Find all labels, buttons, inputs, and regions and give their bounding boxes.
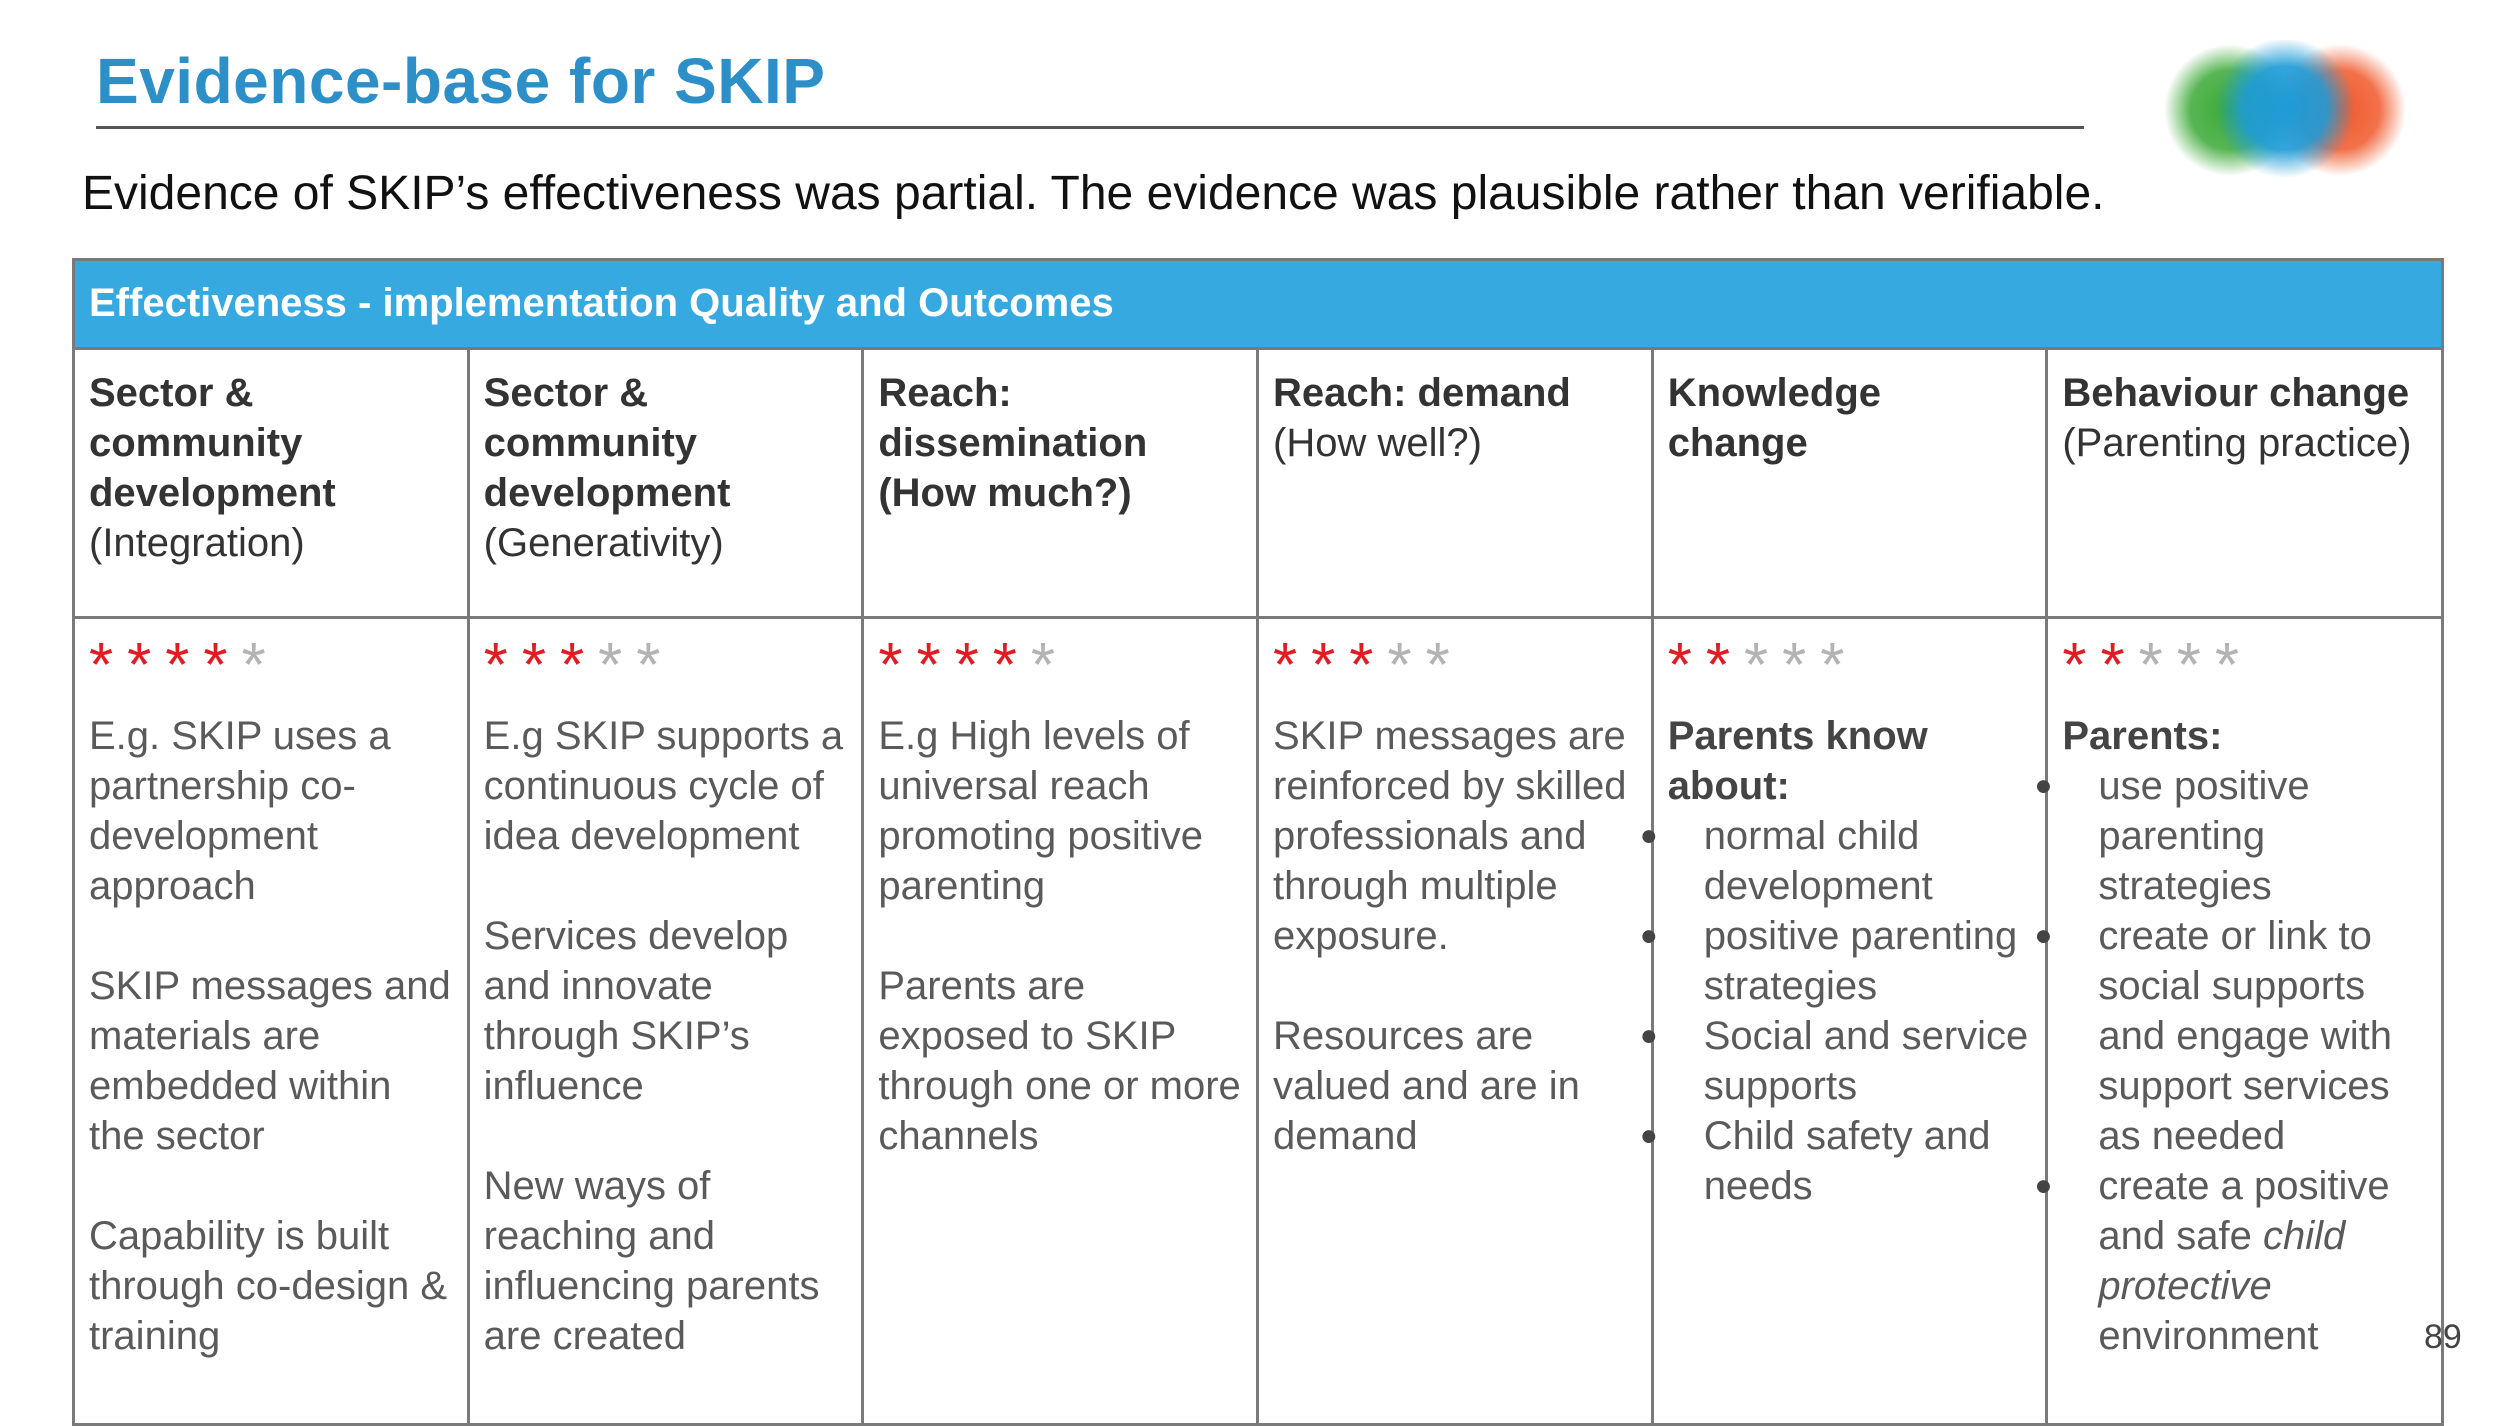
star-filled-icon: * — [1273, 631, 1312, 700]
star-rating — [1273, 631, 1637, 701]
column-heading-title: Knowledge change — [1667, 371, 1882, 465]
evidence-cell — [863, 618, 1258, 1425]
star-filled-icon: * — [1705, 631, 1744, 700]
column-heading-note: (Integration) — [89, 521, 305, 565]
page-title: Evidence-base for SKIP — [96, 45, 826, 117]
list-item — [2098, 1161, 2427, 1361]
star-filled-icon: * — [1311, 631, 1350, 700]
evidence-text: Resources are valued and are in demand — [1273, 1014, 1580, 1158]
star-filled-icon: * — [483, 631, 522, 700]
star-rating — [89, 631, 453, 701]
star-filled-icon: * — [165, 631, 204, 700]
star-filled-icon: * — [2062, 631, 2101, 700]
column-heading — [1258, 349, 1653, 618]
star-rating — [2062, 631, 2427, 701]
column-heading-title: Sector & community development — [483, 371, 731, 515]
evidence-lead: Parents know about: — [1667, 714, 1928, 808]
star-filled-icon: * — [954, 631, 993, 700]
column-heading — [863, 349, 1258, 618]
list-item: ● create or link to social supports and engage with support services as needed — [2098, 911, 2427, 1161]
list-item-text: create a positive and safe — [2098, 1164, 2390, 1258]
column-heading — [74, 349, 469, 618]
evidence-text: E.g High levels of universal reach promoting positive parenting — [878, 714, 1203, 908]
title-divider — [96, 126, 2084, 129]
star-empty-icon: * — [2214, 631, 2254, 700]
star-filled-icon: * — [203, 631, 242, 700]
star-empty-icon: * — [1030, 631, 1070, 700]
star-filled-icon: * — [1667, 631, 1706, 700]
evidence-cell — [2047, 618, 2443, 1425]
list-item-text: environment — [2098, 1314, 2319, 1358]
evidence-cell — [74, 618, 469, 1425]
star-filled-icon: * — [916, 631, 955, 700]
star-rating — [878, 631, 1242, 701]
star-rating — [484, 631, 848, 701]
star-filled-icon: * — [89, 631, 128, 700]
overlapping-circles-logo-icon — [2150, 40, 2420, 180]
star-empty-icon: * — [636, 631, 675, 700]
star-filled-icon: * — [992, 631, 1031, 700]
star-empty-icon: * — [2176, 631, 2215, 700]
star-filled-icon: * — [878, 631, 917, 700]
evidence-lead: Parents: — [2062, 714, 2223, 758]
summary-statement: Evidence of SKIP’s effectiveness was partial. The evidence was plausible rather than verifiable. — [82, 167, 2105, 220]
evidence-text: SKIP messages and materials are embedded within the sector — [89, 964, 451, 1158]
star-empty-icon: * — [1820, 631, 1859, 700]
list-item: ● use positive parenting strategies — [2098, 761, 2427, 911]
evidence-list — [2062, 761, 2427, 1361]
list-item: ● Social and service supports — [1704, 1011, 2032, 1111]
evidence-cell — [1258, 618, 1653, 1425]
star-rating — [1668, 631, 2032, 701]
star-empty-icon: * — [1743, 631, 1783, 700]
column-heading-title: Reach: demand — [1273, 371, 1571, 415]
list-item: ● normal child development — [1704, 811, 2032, 911]
star-empty-icon: * — [598, 631, 637, 700]
effectiveness-table — [72, 258, 2444, 1426]
star-empty-icon: * — [1425, 631, 1464, 700]
evidence-text: Services develop and innovate through SKIP’s influence — [483, 914, 789, 1108]
column-heading — [1652, 349, 2047, 618]
evidence-cell — [1652, 618, 2047, 1425]
star-empty-icon: * — [1387, 631, 1426, 700]
star-empty-icon: * — [241, 631, 280, 700]
star-empty-icon: * — [1782, 631, 1821, 700]
list-item-emphasis: child protective — [2098, 1214, 2346, 1308]
page-number: 89 — [2424, 1318, 2462, 1356]
evidence-cell — [468, 618, 863, 1425]
table-banner: Effectiveness - implementation Quality and Outcomes — [74, 260, 2443, 349]
evidence-text: E.g. SKIP uses a partnership co-development approach — [89, 714, 391, 908]
star-filled-icon: * — [521, 631, 560, 700]
star-filled-icon: * — [127, 631, 166, 700]
star-filled-icon: * — [2100, 631, 2139, 700]
evidence-text: New ways of reaching and influencing parents are created — [483, 1164, 820, 1358]
column-heading — [468, 349, 863, 618]
list-item: ● positive parenting strategies — [1704, 911, 2032, 1011]
evidence-list — [1668, 811, 2032, 1211]
column-heading-title: Sector & community development — [89, 371, 336, 515]
column-heading-title: Behaviour change — [2062, 371, 2410, 415]
star-filled-icon: * — [559, 631, 599, 700]
evidence-text: Capability is built through co-design & training — [89, 1214, 448, 1358]
column-heading — [2047, 349, 2443, 618]
column-heading-note: (How well?) — [1273, 421, 1482, 465]
column-heading-note: (Generativity) — [483, 521, 724, 565]
list-item: ● Child safety and needs — [1704, 1111, 2032, 1211]
column-heading-note: (Parenting practice) — [2062, 421, 2412, 465]
evidence-text: Parents are exposed to SKIP through one or more channels — [878, 964, 1241, 1158]
evidence-text: E.g SKIP supports a continuous cycle of idea development — [483, 714, 844, 858]
evidence-text: SKIP messages are reinforced by skilled professionals and through multiple exposure. — [1273, 714, 1627, 958]
column-heading-title: Reach: dissemination (How much?) — [878, 371, 1148, 515]
star-filled-icon: * — [1349, 631, 1388, 700]
star-empty-icon: * — [2138, 631, 2177, 700]
